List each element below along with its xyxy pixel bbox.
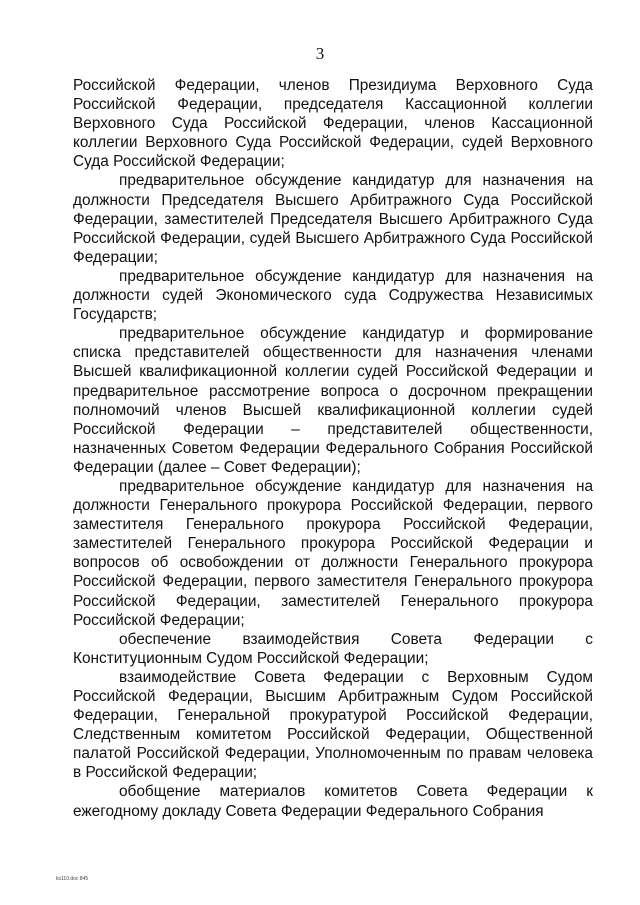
document-body bbox=[73, 76, 593, 821]
paragraph: обобщение материалов комитетов Совета Федерации к ежегодному докладу Совета Федерации Федерального Собрания bbox=[73, 783, 593, 820]
paragraph: предварительное обсуждение кандидатур и формирование списка представителей общественности для назначения членами Высшей квалификационной коллегии судей Российской Федерации и предварительное рассмотрение вопроса о досрочном прекращении полномочий членов Высшей квалификационной коллегии судей Российской Федерации – представителей общественности, назначенных Советом Федерации Федерального Собрания Российской Федерации (далее – Совет Федерации); bbox=[73, 325, 593, 476]
paragraph: обеспечение взаимодействия Совета Федерации с Конституционным Судом Российской Федерации; bbox=[73, 630, 593, 667]
paragraph: предварительное обсуждение кандидатур для назначения на должности Генерального прокурора Российской Федерации, первого заместителя Генерального прокурора Российской Федерации, заместителей Генерального прокурора Российской Федерации и вопросов об освобождении от должности Генерального прокурора Российской Федерации, первого заместителя Генерального прокурора Российской Федерации, заместителей Генерального прокурора Российской Федерации; bbox=[73, 477, 593, 629]
paragraph: предварительное обсуждение кандидатур для назначения на должности судей Экономического суда Содружества Независимых Государств; bbox=[73, 267, 593, 324]
page-number: 3 bbox=[315, 44, 325, 63]
paragraph: взаимодействие Совета Федерации с Верховным Судом Российской Федерации, Высшим Арбитражным Судом Российской Федерации, Генеральной прокуратурой Российской Федерации, Следственным комитетом Российской Федерации, Общественной палатой Российской Федерации, Уполномоченным по правам человека в Российской Федерации; bbox=[73, 668, 593, 782]
footer-file-reference: ks110.doc 845 bbox=[56, 876, 89, 882]
paragraph: предварительное обсуждение кандидатур для назначения на должности Председателя Высшего Арбитражного Суда Российской Федерации, заместителей Председателя Высшего Арбитражного Суда Российской Федерации, судей Высшего Арбитражного Суда Российской Федерации; bbox=[73, 172, 593, 266]
paragraph: Российской Федерации, членов Президиума Верховного Суда Российской Федерации, председателя Кассационной коллегии Верховного Суда Российской Федерации, членов Кассационной коллегии Верховного Суда Российской Федерации, судей Верховного Суда Российской Федерации; bbox=[73, 77, 593, 171]
